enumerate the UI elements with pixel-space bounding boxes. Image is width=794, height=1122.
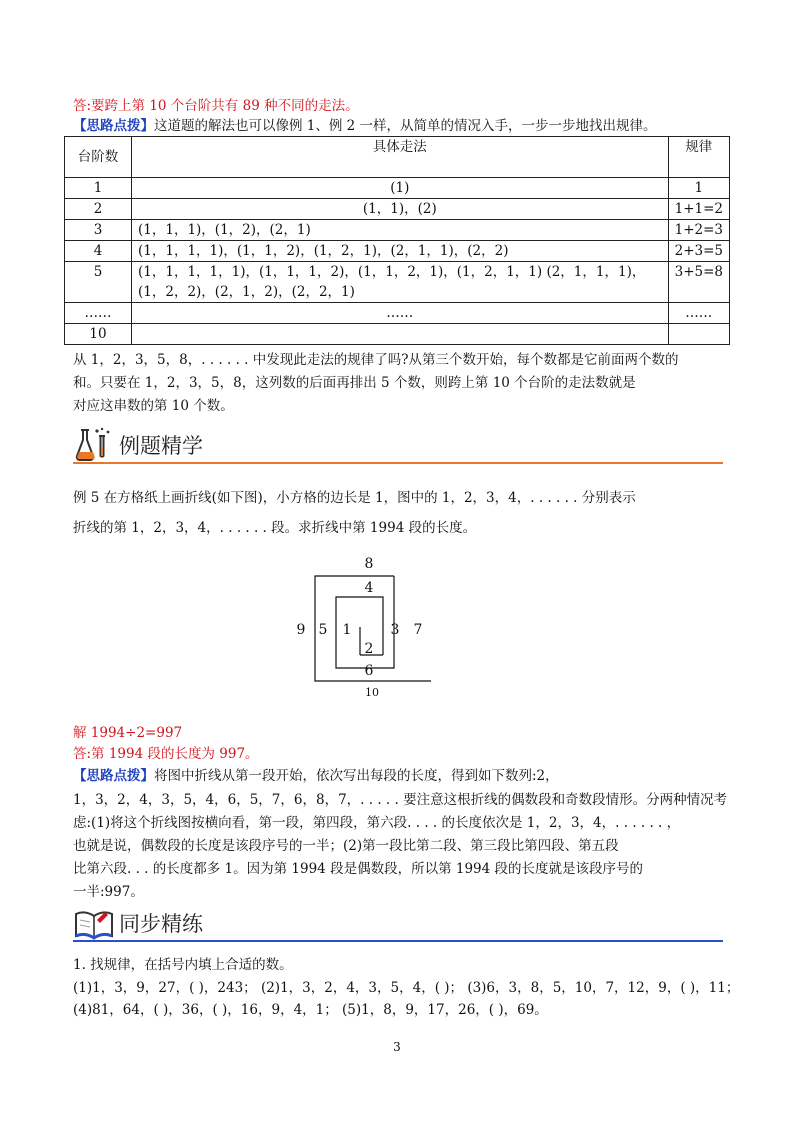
section-divider [73, 462, 723, 464]
cell-ways: (1，1，1，1)，(1，1，2)，(1，2，1)，(2，1，1)，(2，2) [132, 241, 669, 262]
cell-step: 4 [65, 241, 132, 262]
exercise-line: 1. 找规律，在括号内填上合适的数。 [73, 957, 293, 973]
section-title: 同步精练 [119, 912, 203, 936]
table-row [65, 220, 730, 241]
cell-step: 10 [65, 324, 132, 345]
cell-ways: (1，1，1)，(1，2)，(2，1) [132, 220, 669, 241]
cell-ways: (1，1，1，1，1)，(1，1，1，2)，(1，1，2，1)，(1，2，1，1) (2，1，1，1)，(1，2，2)，(2，1，2)，(2，2，1) [132, 262, 669, 303]
example-5-line: 折线的第 1，2，3，4，. . . . . . 段。求折线中第 1994 段的长度。 [73, 520, 477, 536]
top-answer: 答:要跨上第 10 个台阶共有 89 种不同的走法。 [73, 98, 359, 114]
solution: 解 1994÷2=997 [73, 725, 183, 741]
cell-ways [132, 324, 669, 345]
section-title: 例题精学 [119, 434, 203, 458]
hint-1 [73, 116, 657, 136]
segment-label-4: 4 [364, 580, 374, 596]
exercise-line: (4)81，64，( )，36，( )，16，9，4，1； (5)1，8，9，17，26，( )，69。 [73, 1002, 548, 1018]
header-ways: 具体走法 [132, 137, 669, 178]
cell-ways: (1，1)，(2) [132, 199, 669, 220]
table-row [65, 324, 730, 345]
segment-label-9: 9 [296, 622, 306, 638]
table-row [65, 303, 730, 324]
hint-2-line: 比第六段. . . 的长度都多 1。因为第 1994 段是偶数段，所以第 1994 段的长度就是该段序号的 [73, 861, 644, 877]
cell-step: 3 [65, 220, 132, 241]
header-rule: 规律 [668, 137, 729, 178]
section-divider [73, 940, 723, 942]
cell-rule: 1+2=3 [668, 220, 729, 241]
example-5-line: 例 5 在方格纸上画折线(如下图)，小方格的边长是 1，图中的 1，2，3，4，. . . . . . 分别表示 [73, 490, 636, 506]
hint-2-line: 虑:(1)将这个折线图按横向看，第一段，第四段，第六段. . . . 的长度依次是 1，2，3，4，. . . . . . ， [73, 815, 681, 831]
cell-ways: (1) [132, 178, 669, 199]
segment-label-5: 5 [318, 622, 328, 638]
table-row [65, 262, 730, 303]
table-row [65, 241, 730, 262]
segment-label-10: 10 [365, 686, 379, 699]
section-header-practice [73, 902, 723, 942]
book-icon [73, 906, 115, 940]
table-row [65, 178, 730, 199]
segment-label-1: 1 [342, 622, 352, 638]
exercise-line: (1)1，3，9，27，( )，243； (2)1，3，2，4，3，5，4，( )； (3)6，3，8，5，10，7，12，9，( )，11； [73, 980, 740, 996]
steps-table [64, 136, 730, 345]
header-step: 台阶数 [65, 137, 132, 178]
cell-ways: …… [132, 303, 669, 324]
section-header-examples [73, 424, 723, 464]
hint-tag: 【思路点拨】 [73, 118, 154, 134]
table-header-row [65, 137, 730, 178]
cell-step: …… [65, 303, 132, 324]
cell-step: 2 [65, 199, 132, 220]
cell-rule: 3+5=8 [668, 262, 729, 303]
cell-rule: …… [668, 303, 729, 324]
hint-2-line: 也就是说，偶数段的长度是该段序号的一半；(2)第一段比第二段、第三段比第四段、第五段 [73, 838, 619, 854]
segment-label-8: 8 [364, 556, 374, 572]
cell-rule: 1 [668, 178, 729, 199]
lab-flask-icon [75, 426, 115, 462]
segment-label-7: 7 [413, 622, 423, 638]
table-row [65, 199, 730, 220]
cell-step: 1 [65, 178, 132, 199]
hint-2-line: 一半:997。 [73, 884, 144, 900]
hint-text: 这道题的解法也可以像例 1、例 2 一样，从简单的情况入手，一步一步地找出规律。 [154, 118, 657, 134]
paragraph-line: 对应这串数的第 10 个数。 [73, 398, 234, 414]
segment-label-3: 3 [390, 622, 400, 638]
segment-label-6: 6 [364, 663, 374, 679]
hint-tag: 【思路点拨】 [73, 768, 154, 784]
page-number: 3 [393, 1040, 401, 1054]
paragraph-line: 从 1，2，3，5，8，. . . . . . 中发现此走法的规律了吗?从第三个数开始，每个数都是它前面两个数的 [73, 352, 679, 368]
cell-rule: 2+3=5 [668, 241, 729, 262]
hint-text: 将图中折线从第一段开始，依次写出每段的长度，得到如下数列:2， [154, 768, 559, 784]
hint-2-line: 1，3，2，4，3，5，4，6，5，7，6，8，7，. . . . . 要注意这根折线的偶数段和奇数段情形。分两种情况考 [73, 792, 728, 808]
answer-2: 答:第 1994 段的长度为 997。 [73, 746, 259, 762]
cell-rule [668, 324, 729, 345]
cell-step: 5 [65, 262, 132, 303]
polyline-figure [285, 551, 435, 706]
hint-2 [73, 766, 559, 786]
cell-rule: 1+1=2 [668, 199, 729, 220]
paragraph-line: 和。只要在 1，2，3，5，8，这列数的后面再排出 5 个数，则跨上第 10 个台阶的走法数就是 [73, 375, 636, 391]
segment-label-2: 2 [364, 641, 374, 657]
